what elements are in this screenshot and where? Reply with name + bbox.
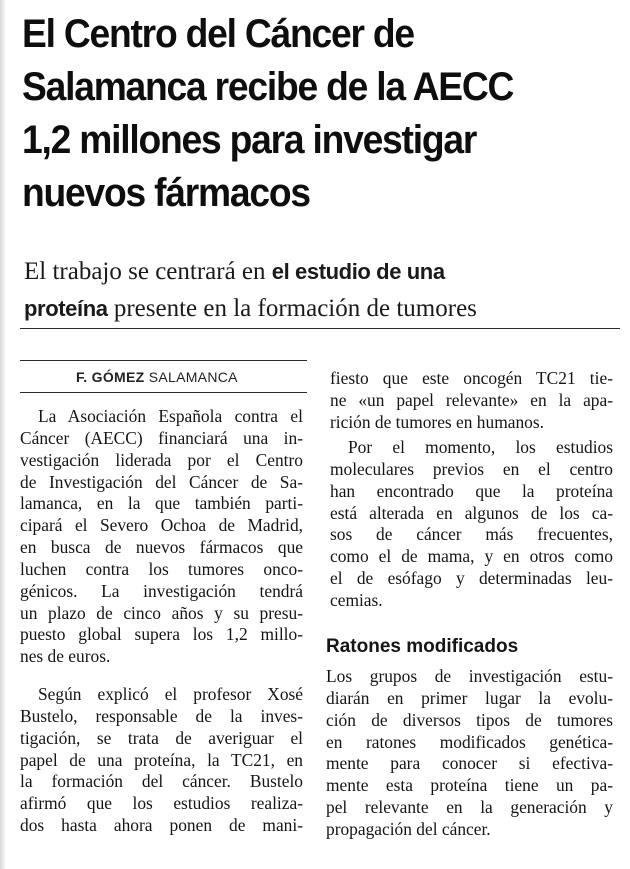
body-line: tigación, se trata de averiguar el	[20, 727, 303, 748]
body-paragraph-2	[20, 684, 303, 837]
body-paragraph-1	[20, 406, 303, 668]
subheadline	[24, 253, 624, 327]
body-line: de Investigación del Cáncer de Sa-	[20, 471, 303, 492]
body-line: papel de una proteína, la TC21, en	[20, 749, 303, 770]
body-line: ción de diversos tipos de tumores	[326, 709, 613, 730]
byline-author: F. GÓMEZ	[76, 369, 145, 385]
headline-line: nuevos fármacos	[22, 171, 310, 215]
body-line: ne «un papel relevante» en la apa-	[330, 389, 613, 410]
body-line: el de esófago y determinadas leu-	[330, 568, 613, 589]
body-line: sos de cáncer más frecuentes,	[330, 524, 613, 545]
subheadline-text: presente en la formación de tumores	[107, 295, 477, 322]
body-line: dos hasta ahora ponen de mani-	[20, 815, 303, 836]
section-heading: Ratones modificados	[326, 636, 519, 657]
body-line: vestigación liderada por el Centro	[20, 449, 303, 470]
body-line: Bustelo, responsable de la inves-	[20, 705, 303, 726]
body-line: pel relevante en la generación y	[326, 797, 613, 818]
byline-rule-top	[20, 360, 307, 361]
scan-edge-shadow	[0, 0, 6, 869]
byline-rule-bottom	[20, 392, 307, 393]
headline	[22, 8, 580, 220]
body-line: nes de euros.	[20, 646, 111, 667]
body-line: mente para conocer si efectiva-	[326, 753, 613, 774]
body-line: un plazo de cinco años y su presu-	[20, 602, 303, 623]
body-line: lamanca, en la que también parti-	[20, 493, 303, 514]
body-line: la formación del cáncer. Bustelo	[20, 771, 303, 792]
headline-line: Salamanca recibe de la AECC	[22, 65, 514, 109]
body-line: Los grupos de investigación estu-	[326, 666, 613, 686]
body-line: La Asociación Española contra el	[38, 406, 303, 426]
subheadline-text: El trabajo se centrará en	[24, 258, 272, 285]
headline-line: 1,2 millones para investigar	[22, 118, 477, 162]
body-paragraph-4	[330, 437, 613, 612]
headline-line: El Centro del Cáncer de	[22, 12, 414, 56]
body-line: han encontrado que la proteína	[330, 480, 613, 501]
byline-place: SALAMANCA	[148, 369, 238, 385]
body-line: fiesto que este oncogén TC21 tie-	[330, 368, 613, 388]
subheadline-line-2	[24, 290, 624, 327]
body-line: como el de mama, y en otros como	[330, 546, 613, 567]
body-line: mente esta proteína tiene un pa-	[326, 775, 613, 796]
body-line: en ratones modificados genética-	[326, 731, 613, 752]
body-line: luchen contra los tumores onco-	[20, 558, 303, 579]
divider-rule	[20, 328, 620, 329]
body-line: moleculares previos en el centro	[330, 458, 613, 479]
body-line: afirmó que los estudios realiza-	[20, 793, 303, 814]
body-line: rición de tumores en humanos.	[330, 411, 544, 432]
subheadline-bold: proteína	[24, 296, 108, 321]
body-line: Según explicó el profesor Xosé	[38, 684, 303, 704]
body-line: propagación del cáncer.	[326, 818, 491, 839]
body-line: Cáncer (AECC) financiará una in-	[20, 427, 303, 448]
body-line: cemias.	[330, 589, 383, 610]
body-line: Por el momento, los estudios	[348, 437, 613, 457]
body-line: diarán en primer lugar la evolu-	[326, 687, 613, 708]
body-line: está alterada en algunos de los ca-	[330, 502, 613, 523]
body-line: puesto global supera los 1,2 millo-	[20, 624, 303, 645]
body-line: cipará el Severo Ochoa de Madrid,	[20, 515, 303, 536]
subheadline-line-1	[24, 253, 624, 290]
subheadline-bold: el estudio de una	[271, 259, 445, 284]
body-paragraph-5	[326, 666, 613, 841]
body-paragraph-3	[330, 368, 613, 434]
body-line: génicos. La investigación tendrá	[20, 580, 303, 601]
body-line: en busca de nuevos fármacos que	[20, 537, 303, 558]
byline	[76, 369, 286, 385]
